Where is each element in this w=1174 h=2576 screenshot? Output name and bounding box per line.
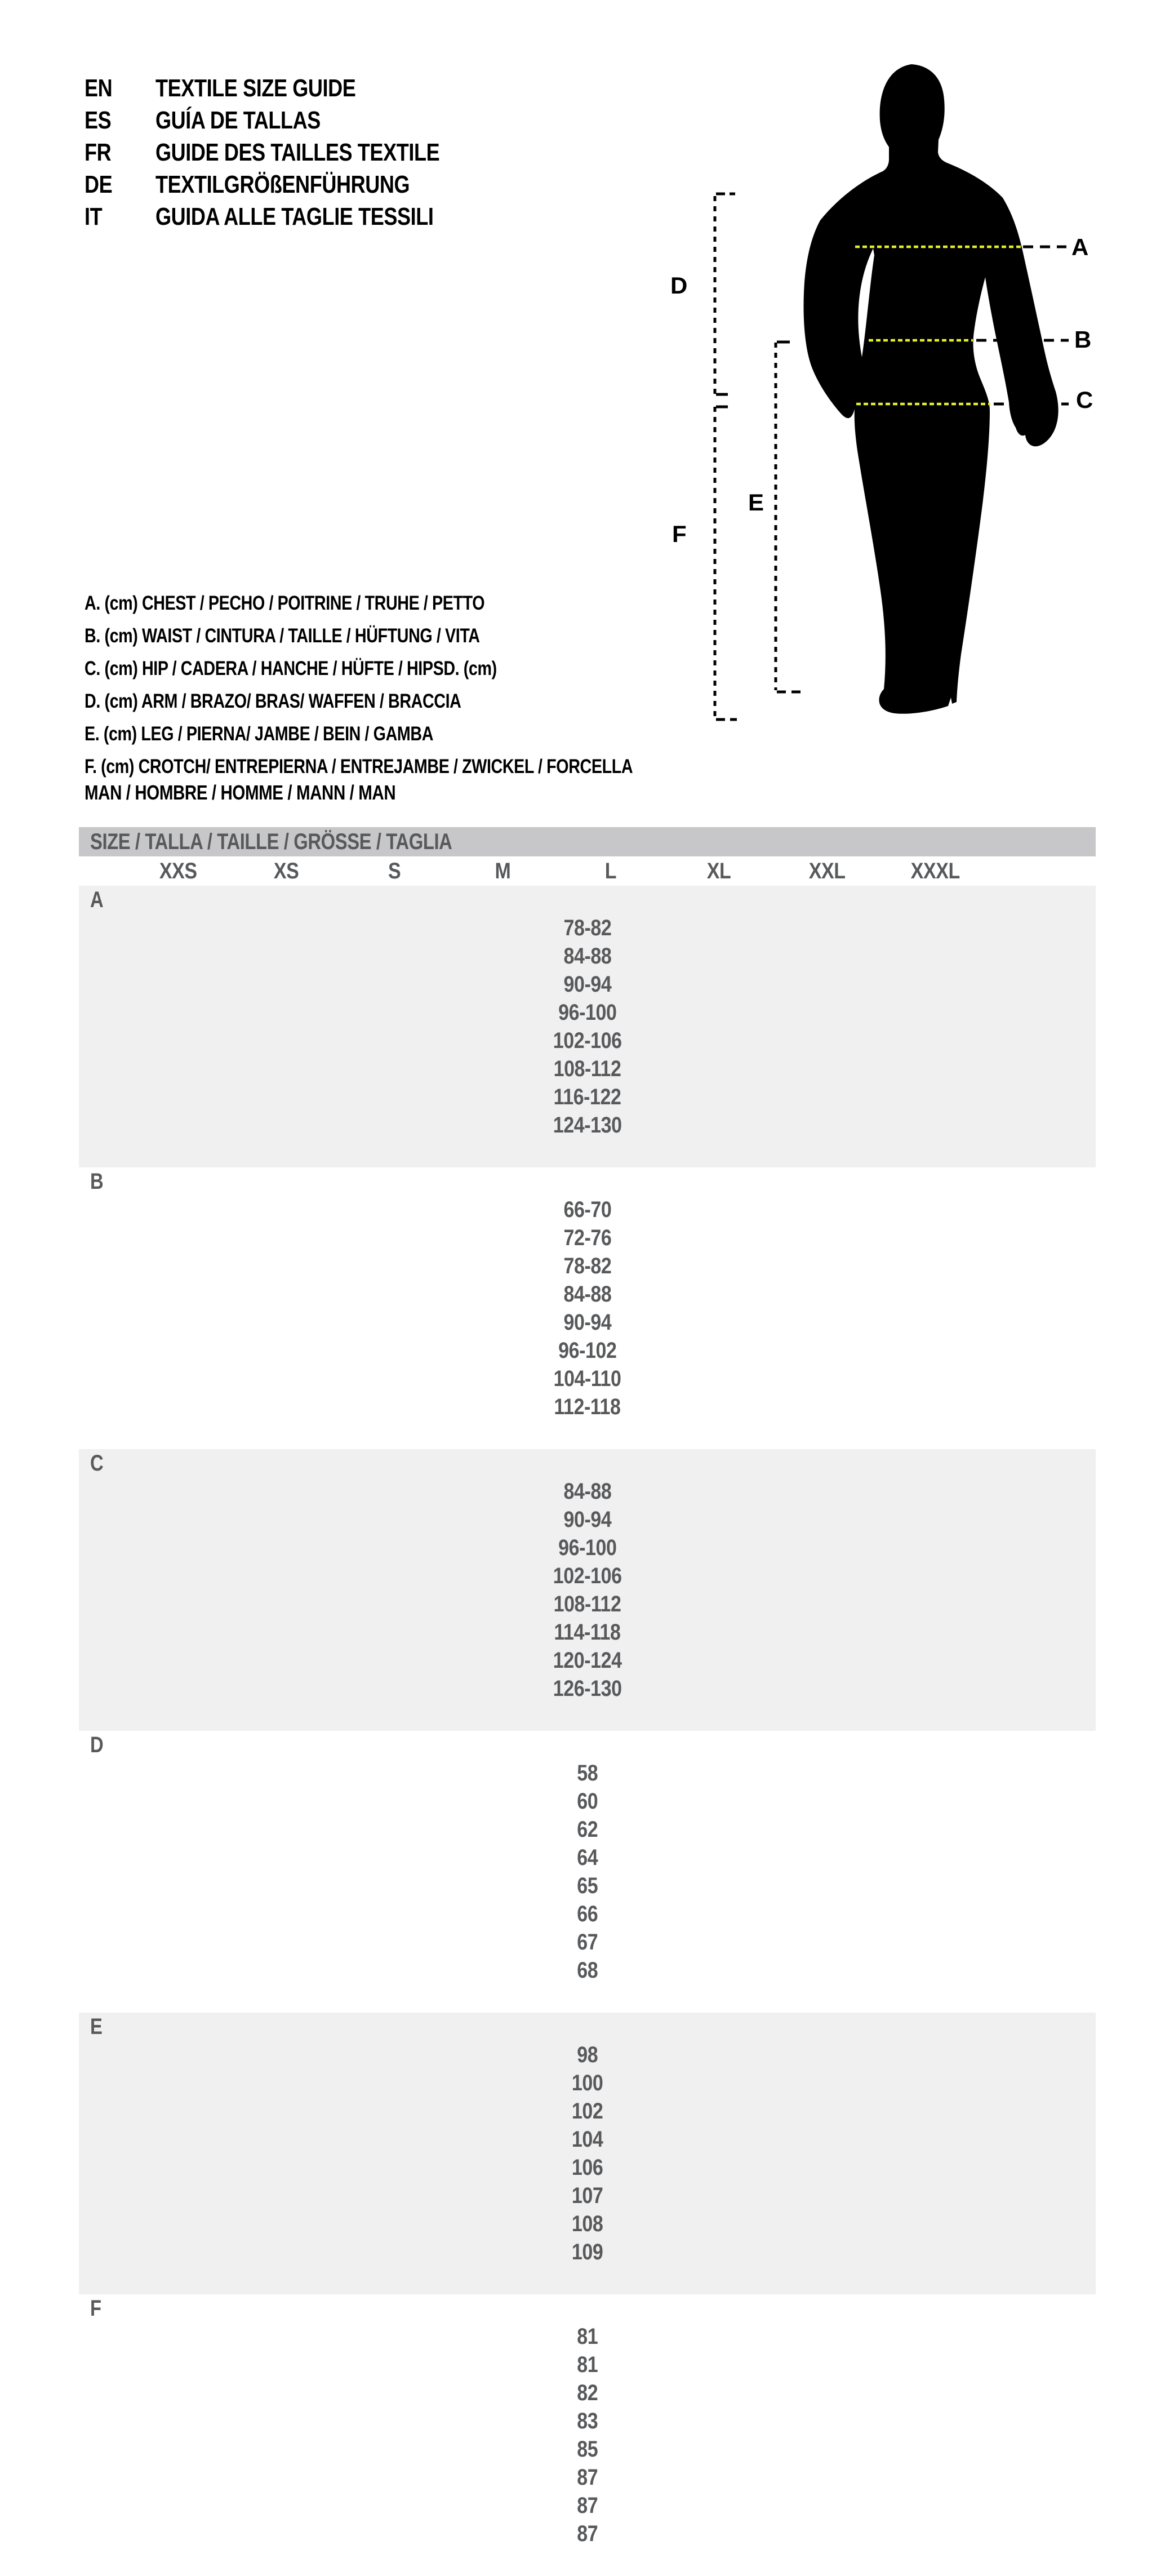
row-label: F: [90, 2295, 101, 2321]
size-col-xs: XS: [273, 858, 299, 883]
lang-title-en: TEXTILE SIZE GUIDE: [155, 74, 356, 102]
crotch-label: F: [672, 521, 687, 547]
row-label: E: [79, 2013, 1096, 2041]
leg-label: E: [748, 489, 764, 516]
waist-label: B: [1074, 326, 1092, 353]
lang-row-es: [85, 104, 502, 136]
size-table-columns: [79, 856, 1096, 886]
legend-hip: C. (cm) HIP / CADERA / HANCHE / HÜFTE / HIPSD. (cm): [85, 658, 497, 679]
size-table-title: SIZE / TALLA / TAILLE / GRÖSSE / TAGLIA: [90, 829, 452, 854]
size-col-xl: XL: [706, 858, 731, 883]
lang-title-it: GUIDA ALLE TAGLIE TESSILI: [155, 202, 434, 230]
legend-arm: D. (cm) ARM / BRAZO/ BRAS/ WAFFEN / BRACCIA: [85, 690, 461, 712]
lang-code-en: EN: [85, 74, 113, 102]
lang-title-es: GUÍA DE TALLAS: [155, 106, 321, 134]
lang-title-fr: GUIDE DES TAILLES TEXTILE: [155, 138, 440, 166]
size-col-m: M: [495, 858, 510, 883]
man-silhouette: [804, 64, 1059, 714]
size-col-l: L: [604, 858, 617, 883]
lang-code-es: ES: [85, 106, 112, 134]
subject-line: MAN / HOMBRE / HOMME / MANN / MAN: [85, 781, 396, 804]
row-label: B: [90, 1169, 104, 1194]
size-col-spacer: [79, 856, 124, 886]
legend-waist: B. (cm) WAIST / CINTURA / TAILLE / HÜFTUNG / VITA: [85, 625, 480, 647]
legend-leg: E. (cm) LEG / PIERNA/ JAMBE / BEIN / GAMBA: [85, 723, 434, 745]
size-table-header-band: [79, 827, 1096, 856]
row-label: A: [79, 886, 1096, 914]
arm-label: D: [670, 272, 688, 299]
lang-row-de: [85, 168, 502, 201]
row-label: D: [90, 1732, 104, 1757]
hip-label: C: [1076, 387, 1093, 413]
size-table: SIZE / TALLA / TAILLE / GRÖSSE / TAGLIA XXS XS S M L XL XXL XXXL A 78-82 84-88 90-94 96-100 102-106 108-112 116-122 124-130 B 66-70 72-76 78-82 84-88 90-94 96-102 104-110 112-118 C 84-88 90-94 96-100 102-106 108-112 114-118 120-124 126-130 D 58 60 62 64 65 66 67 68 E 98 100 102 104 106 107 108 109 F 81 81 82 83 85 87 87 87: [79, 827, 1096, 2576]
measurement-legend: [85, 587, 753, 783]
lang-code-it: IT: [85, 202, 103, 230]
lang-code-de: DE: [85, 170, 113, 198]
size-col-xxs: XXS: [159, 858, 197, 883]
legend-crotch: F. (cm) CROTCH/ ENTREPIERNA / ENTREJAMBE / ZWICKEL / FORCELLA: [85, 756, 633, 778]
lang-row-fr: [85, 136, 502, 168]
lang-row-it: [85, 201, 502, 233]
chest-label: A: [1071, 234, 1089, 260]
language-title-block: [85, 72, 502, 233]
size-col-xxxl: XXXL: [910, 858, 960, 883]
size-col-xxl: XXL: [808, 858, 846, 883]
legend-chest: A. (cm) CHEST / PECHO / POITRINE / TRUHE / PETTO: [85, 592, 485, 614]
row-label: C: [79, 1449, 1096, 1477]
lang-title-de: TEXTILGRÖßENFÜHRUNG: [155, 170, 410, 198]
lang-row-en: [85, 72, 502, 104]
size-col-s: S: [388, 858, 401, 883]
lang-code-fr: FR: [85, 138, 112, 166]
